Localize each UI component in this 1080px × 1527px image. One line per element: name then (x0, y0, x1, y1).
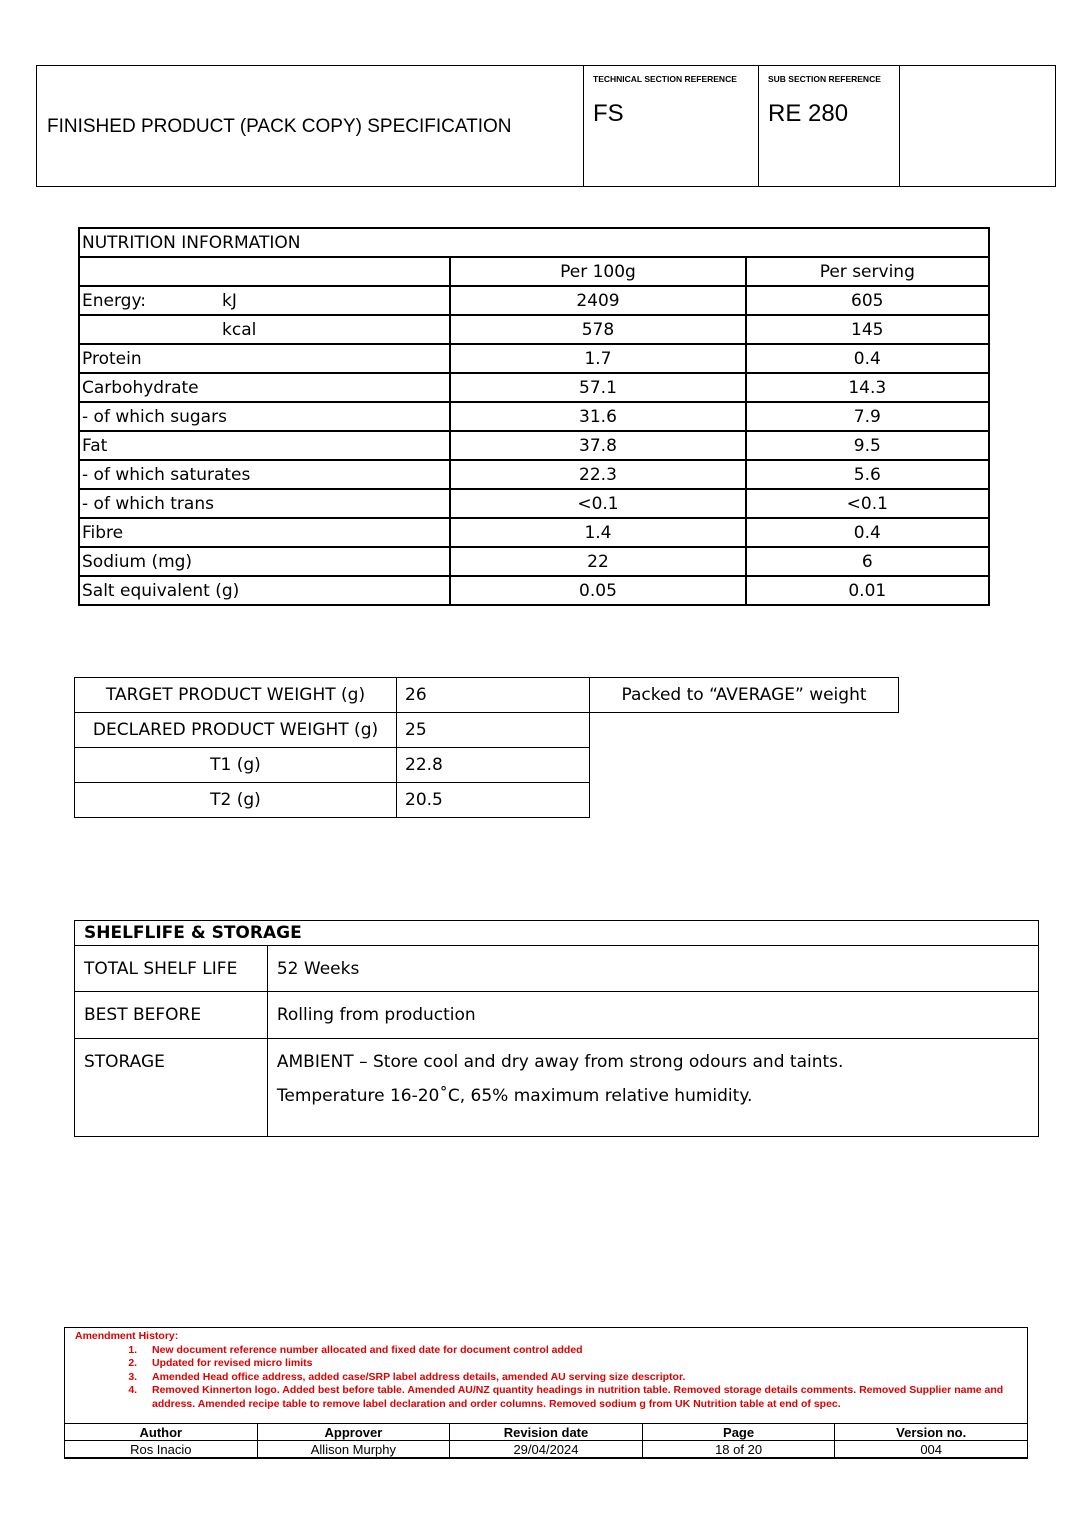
table-cell: 7.9 (746, 402, 989, 431)
energy-kj-label (79, 286, 450, 315)
approver-header: Approver (257, 1424, 450, 1441)
table-row (75, 921, 1039, 946)
revision-date-value: 29/04/2024 (450, 1441, 643, 1458)
page-header: Page (642, 1424, 835, 1441)
row-label: Fibre (79, 518, 450, 547)
nutrition-title: NUTRITION INFORMATION (79, 228, 989, 257)
row-label: Carbohydrate (79, 373, 450, 402)
table-row (75, 946, 1039, 992)
header-blank-cell (899, 66, 1057, 186)
tech-ref-label: TECHNICAL SECTION REFERENCE (593, 74, 737, 84)
column-header-per-serving: Per serving (746, 257, 989, 286)
energy-label: Energy: (82, 290, 147, 311)
table-row (75, 713, 899, 748)
row-label: Fat (79, 431, 450, 460)
list-item: 3. Amended Head office address, added case/SRP label address details, amended AU serving size descriptor. (140, 1371, 1007, 1385)
row-label: - of which trans (79, 489, 450, 518)
table-cell: 0.4 (746, 344, 989, 373)
list-item: 4. Removed Kinnerton logo. Added best before table. Amended AU/NZ quantity headings in nutrition table. Removed storage details comments. Removed Supplier name and address. Amended recipe table to remove label declaration and order columns. Removed sodium g from UK Nutrition table at end of spec. (140, 1384, 1007, 1411)
row-label: Protein (79, 344, 450, 373)
document-header (36, 65, 1056, 187)
table-cell: 605 (746, 286, 989, 315)
table-row (79, 257, 989, 286)
shelflife-table (74, 920, 1039, 1137)
storage-line: AMBIENT – Store cool and dry away from strong odours and taints. (276, 1052, 844, 1072)
table-row (79, 286, 989, 315)
weight-table (74, 677, 899, 818)
revision-date-header: Revision date (450, 1424, 643, 1441)
table-cell: 20.5 (397, 783, 590, 818)
table-row (65, 1441, 1028, 1458)
table-row (79, 489, 989, 518)
table-cell: 57.1 (450, 373, 745, 402)
table-cell: <0.1 (450, 489, 745, 518)
version-header: Version no. (835, 1424, 1028, 1441)
table-cell: 1.7 (450, 344, 745, 373)
row-label: STORAGE (75, 1039, 268, 1137)
shelflife-title: SHELFLIFE & STORAGE (75, 921, 1039, 946)
technical-section-reference (583, 66, 758, 186)
table-cell: 1.4 (450, 518, 745, 547)
storage-line: Temperature 16-20˚C, 65% maximum relative humidity. (276, 1086, 753, 1106)
table-cell: 9.5 (746, 431, 989, 460)
sub-ref-label: SUB SECTION REFERENCE (768, 74, 881, 84)
version-value: 004 (835, 1441, 1028, 1458)
row-label: TOTAL SHELF LIFE (75, 946, 268, 992)
table-row (79, 576, 989, 605)
table-cell: 14.3 (746, 373, 989, 402)
table-row (79, 547, 989, 576)
row-label: - of which sugars (79, 402, 450, 431)
table-cell: 578 (450, 315, 745, 344)
list-item: 2. Updated for revised micro limits (140, 1357, 1007, 1371)
row-label: DECLARED PRODUCT WEIGHT (g) (75, 713, 397, 748)
table-cell: 22 (450, 547, 745, 576)
blank-cell (590, 713, 899, 818)
tech-ref-value: FS (593, 100, 624, 127)
table-row (79, 460, 989, 489)
kcal-label: kcal (222, 319, 257, 340)
table-cell: 145 (746, 315, 989, 344)
table-row (75, 992, 1039, 1039)
table-cell: 5.6 (746, 460, 989, 489)
sub-section-reference (758, 66, 899, 186)
row-label: TARGET PRODUCT WEIGHT (g) (75, 678, 397, 713)
table-cell: 6 (746, 547, 989, 576)
table-row (75, 678, 899, 713)
table-cell: 0.05 (450, 576, 745, 605)
nutrition-table (78, 227, 990, 606)
energy-kcal-label (79, 315, 450, 344)
table-cell (79, 257, 450, 286)
document-footer (64, 1327, 1028, 1459)
amendment-history (75, 1330, 1007, 1411)
document-title: FINISHED PRODUCT (PACK COPY) SPECIFICATION (47, 116, 512, 137)
approver-value: Allison Murphy (257, 1441, 450, 1458)
table-row (79, 344, 989, 373)
table-row (79, 315, 989, 344)
row-label: Salt equivalent (g) (79, 576, 450, 605)
table-row (75, 1039, 1039, 1137)
column-header-per-100g: Per 100g (450, 257, 745, 286)
table-cell: 22.3 (450, 460, 745, 489)
row-label: T1 (g) (75, 748, 397, 783)
table-cell: 0.4 (746, 518, 989, 547)
table-row (79, 518, 989, 547)
table-cell: 25 (397, 713, 590, 748)
table-row (79, 373, 989, 402)
table-cell: 2409 (450, 286, 745, 315)
storage-cell (267, 1039, 1038, 1137)
table-row (79, 228, 989, 257)
row-label: T2 (g) (75, 783, 397, 818)
table-cell: <0.1 (746, 489, 989, 518)
author-header: Author (65, 1424, 258, 1441)
table-cell: 22.8 (397, 748, 590, 783)
table-cell: 31.6 (450, 402, 745, 431)
table-cell: 37.8 (450, 431, 745, 460)
sub-ref-value: RE 280 (768, 100, 849, 127)
amendment-title: Amendment History: (75, 1330, 179, 1342)
row-label: BEST BEFORE (75, 992, 268, 1039)
table-cell: 52 Weeks (267, 946, 1038, 992)
table-cell: 0.01 (746, 576, 989, 605)
list-item: 1. New document reference number allocated and fixed date for document control added (140, 1344, 1007, 1358)
signoff-table (64, 1423, 1028, 1458)
author-value: Ros Inacio (65, 1441, 258, 1458)
table-row (79, 431, 989, 460)
amendment-list (75, 1344, 1007, 1412)
table-cell: Rolling from production (267, 992, 1038, 1039)
weight-note: Packed to “AVERAGE” weight (590, 678, 899, 713)
table-row (79, 402, 989, 431)
page-value: 18 of 20 (642, 1441, 835, 1458)
kj-label: kJ (222, 290, 237, 311)
table-row (65, 1424, 1028, 1441)
row-label: - of which saturates (79, 460, 450, 489)
row-label: Sodium (mg) (79, 547, 450, 576)
table-cell: 26 (397, 678, 590, 713)
